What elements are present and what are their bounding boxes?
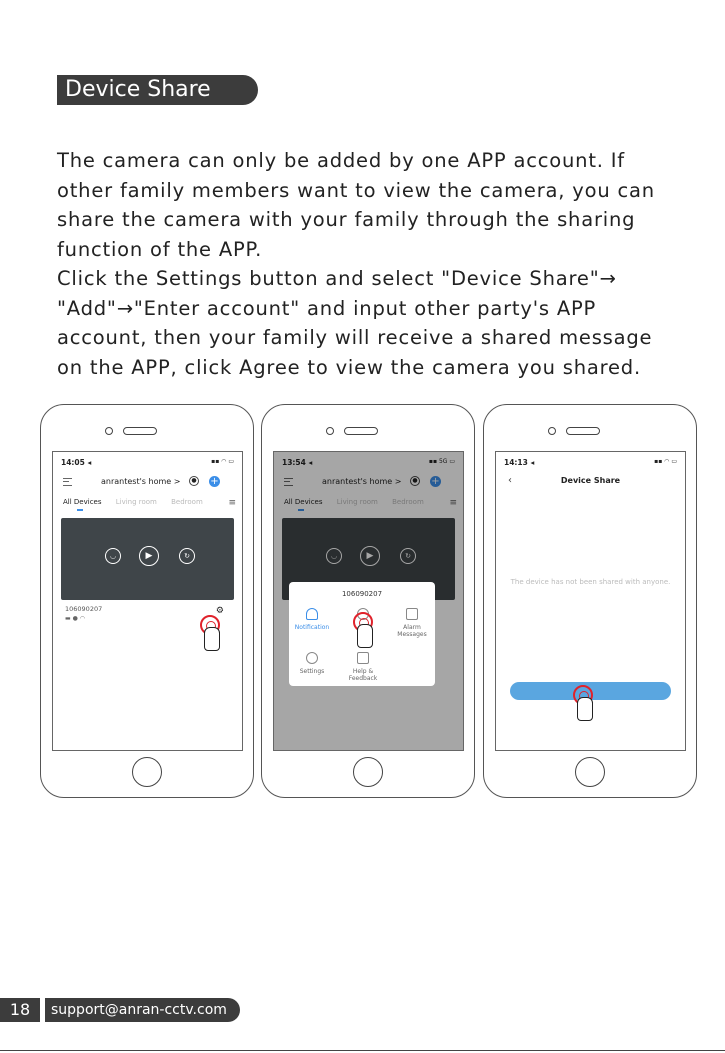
camera-icon[interactable]: ● <box>189 476 199 486</box>
status-time: 13:54 <box>282 458 306 467</box>
settings-item[interactable]: Settings <box>292 652 332 675</box>
video-message-icon <box>406 608 418 620</box>
tab-underline <box>77 509 83 511</box>
list-icon[interactable]: ≡ <box>228 498 236 508</box>
speaker <box>123 427 157 435</box>
finger-icon <box>204 627 220 651</box>
home-title[interactable]: anrantest's home > <box>101 477 181 486</box>
play-icon[interactable]: ▶ <box>360 546 380 566</box>
tab-bedroom[interactable]: Bedroom <box>392 498 424 506</box>
home-button[interactable] <box>132 757 162 787</box>
status-time: 14:05 <box>61 458 85 467</box>
video-preview[interactable] <box>61 518 234 600</box>
popup-device-id: 106090207 <box>341 590 383 598</box>
status-bar: 13:54 ◂ ▪▪ 5G ▭ <box>282 458 455 467</box>
home-button[interactable] <box>575 757 605 787</box>
front-camera <box>548 427 556 435</box>
app-header <box>53 476 242 490</box>
home-title[interactable]: anrantest's home > <box>322 477 402 486</box>
status-bar: 14:05 ◂ ▪▪ ◠ ▭ <box>61 458 234 467</box>
gear-icon[interactable]: ⚙ <box>215 606 224 616</box>
paragraph-1: The camera can only be added by one APP account. If other family members want to view the camera, you can share the camera with your family through the sharing function of the APP. <box>57 149 655 261</box>
notification-item[interactable]: Notification <box>292 608 332 631</box>
support-email: support@anran-cctv.com <box>45 998 240 1022</box>
status-icons: ▪▪ ◠ ▭ <box>654 458 677 465</box>
tab-bedroom[interactable]: Bedroom <box>171 498 203 506</box>
status-icons: ▪▪ ◠ ▭ <box>211 458 234 465</box>
status-time: 14:13 <box>504 458 528 467</box>
device-id: 106090207 <box>65 605 103 613</box>
bottom-rule <box>0 1050 725 1051</box>
phone-1 <box>40 404 254 798</box>
phone-3 <box>483 404 697 798</box>
finger-icon <box>357 624 373 648</box>
bell-icon <box>306 608 318 620</box>
screen-2 <box>273 451 464 751</box>
status-bar: 14:13 ◂ ▪▪ ◠ ▭ <box>504 458 677 467</box>
home-button[interactable] <box>353 757 383 787</box>
back-icon[interactable]: ‹ <box>508 475 512 486</box>
phone-2 <box>261 404 475 798</box>
menu-icon[interactable] <box>63 478 72 486</box>
settings-icon <box>306 652 318 664</box>
tab-living-room[interactable]: Living room <box>336 498 378 506</box>
body-text <box>57 146 677 382</box>
status-icons: ▪▪ 5G ▭ <box>428 458 455 465</box>
alarm-messages-item[interactable]: Alarm Messages <box>392 608 432 638</box>
tab-all-devices[interactable]: All Devices <box>63 498 102 506</box>
replay-icon[interactable]: ↻ <box>400 548 416 564</box>
speaker <box>566 427 600 435</box>
help-icon <box>357 652 369 664</box>
network-label: 5G <box>438 458 448 465</box>
room-tabs <box>63 498 236 512</box>
screen-1 <box>52 451 243 751</box>
speaker <box>344 427 378 435</box>
page-number: 18 <box>0 998 40 1022</box>
tab-all-devices[interactable]: All Devices <box>284 498 323 506</box>
replay-icon[interactable]: ↻ <box>179 548 195 564</box>
record-icon[interactable]: ◡ <box>326 548 342 564</box>
device-status-icons: ▬ ● ◠ <box>65 615 85 622</box>
device-share-title: Device Share <box>560 476 621 485</box>
add-icon[interactable]: + <box>431 476 440 487</box>
paragraph-2: Click the Settings button and select "Device Share"→ "Add"→"Enter account" and input other party's APP account, then your family will receive a shared message on the APP, click Agree to view the camera you shared. <box>57 267 653 379</box>
empty-share-message: The device has not been shared with anyone. <box>510 578 671 586</box>
play-icon[interactable]: ▶ <box>139 546 159 566</box>
tab-living-room[interactable]: Living room <box>115 498 157 506</box>
section-heading: Device Share <box>57 75 258 105</box>
list-icon[interactable]: ≡ <box>449 498 457 508</box>
front-camera <box>105 427 113 435</box>
finger-icon <box>577 697 593 721</box>
help-feedback-item[interactable]: Help & Feedback <box>343 652 383 682</box>
add-icon[interactable]: + <box>210 476 219 487</box>
camera-icon[interactable]: ● <box>410 476 420 486</box>
record-icon[interactable]: ◡ <box>105 548 121 564</box>
front-camera <box>326 427 334 435</box>
